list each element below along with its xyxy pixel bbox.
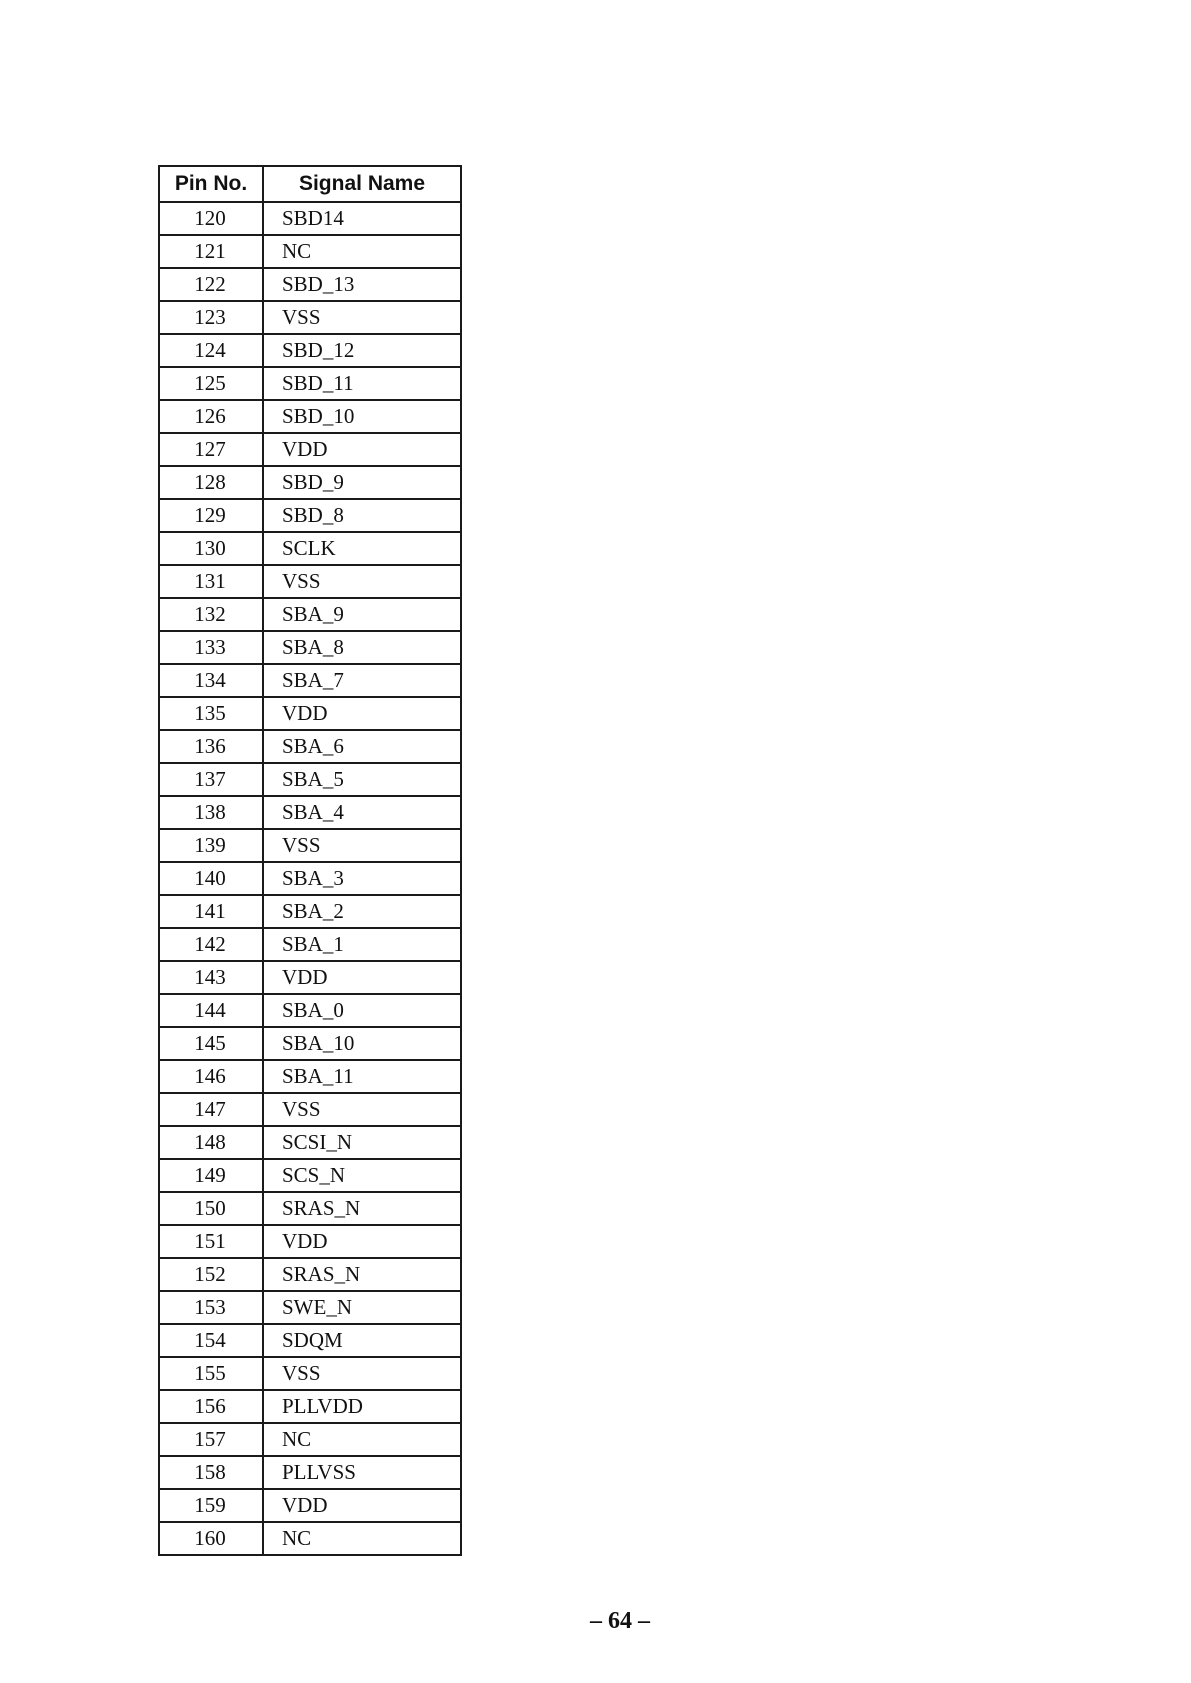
table-row bbox=[159, 1291, 461, 1324]
signal-name-cell: VDD bbox=[263, 1489, 461, 1522]
signal-name-cell: SBA_6 bbox=[263, 730, 461, 763]
signal-name-cell: SBA_3 bbox=[263, 862, 461, 895]
signal-name-cell: SBD_8 bbox=[263, 499, 461, 532]
table-row bbox=[159, 631, 461, 664]
pin-number-cell: 155 bbox=[159, 1357, 263, 1390]
pin-number-cell: 138 bbox=[159, 796, 263, 829]
signal-name-cell: VDD bbox=[263, 961, 461, 994]
table-row bbox=[159, 499, 461, 532]
signal-name-cell: SBA_0 bbox=[263, 994, 461, 1027]
signal-name-cell: SCLK bbox=[263, 532, 461, 565]
table-row bbox=[159, 1159, 461, 1192]
pin-number-cell: 160 bbox=[159, 1522, 263, 1555]
signal-name-cell: SDQM bbox=[263, 1324, 461, 1357]
pin-number-cell: 137 bbox=[159, 763, 263, 796]
table-row bbox=[159, 730, 461, 763]
pin-table bbox=[158, 165, 462, 1556]
signal-name-cell: SBD_9 bbox=[263, 466, 461, 499]
pin-number-cell: 131 bbox=[159, 565, 263, 598]
signal-name-cell: VSS bbox=[263, 1093, 461, 1126]
pin-number-cell: 145 bbox=[159, 1027, 263, 1060]
pin-number-cell: 130 bbox=[159, 532, 263, 565]
signal-name-cell: VDD bbox=[263, 1225, 461, 1258]
pin-number-cell: 135 bbox=[159, 697, 263, 730]
signal-name-cell: SBA_8 bbox=[263, 631, 461, 664]
signal-name-cell: SBA_5 bbox=[263, 763, 461, 796]
table-row bbox=[159, 928, 461, 961]
signal-name-cell: SRAS_N bbox=[263, 1192, 461, 1225]
signal-name-cell: SBD14 bbox=[263, 202, 461, 235]
pin-number-cell: 154 bbox=[159, 1324, 263, 1357]
signal-name-cell: SCSI_N bbox=[263, 1126, 461, 1159]
pin-number-cell: 123 bbox=[159, 301, 263, 334]
pin-number-cell: 121 bbox=[159, 235, 263, 268]
pin-number-cell: 143 bbox=[159, 961, 263, 994]
signal-name-cell: PLLVSS bbox=[263, 1456, 461, 1489]
table-row bbox=[159, 763, 461, 796]
signal-name-cell: SCS_N bbox=[263, 1159, 461, 1192]
signal-name-cell: SBA_4 bbox=[263, 796, 461, 829]
pin-number-cell: 152 bbox=[159, 1258, 263, 1291]
signal-name-cell: SWE_N bbox=[263, 1291, 461, 1324]
signal-name-cell: VSS bbox=[263, 565, 461, 598]
page-number: – 64 – bbox=[590, 1608, 650, 1634]
table-row bbox=[159, 664, 461, 697]
pin-number-cell: 129 bbox=[159, 499, 263, 532]
pin-number-cell: 141 bbox=[159, 895, 263, 928]
signal-name-cell: SBA_11 bbox=[263, 1060, 461, 1093]
pin-number-cell: 120 bbox=[159, 202, 263, 235]
table-body bbox=[159, 202, 461, 1555]
header-row bbox=[159, 166, 461, 202]
signal-name-cell: SBD_13 bbox=[263, 268, 461, 301]
table-row bbox=[159, 994, 461, 1027]
pin-number-cell: 133 bbox=[159, 631, 263, 664]
table-row bbox=[159, 895, 461, 928]
table-row bbox=[159, 400, 461, 433]
table-row bbox=[159, 697, 461, 730]
table-header bbox=[159, 166, 461, 202]
table-row bbox=[159, 565, 461, 598]
table-row bbox=[159, 961, 461, 994]
pin-number-cell: 153 bbox=[159, 1291, 263, 1324]
table-row bbox=[159, 1357, 461, 1390]
pin-number-cell: 156 bbox=[159, 1390, 263, 1423]
table-row bbox=[159, 334, 461, 367]
signal-name-cell: SBD_12 bbox=[263, 334, 461, 367]
signal-name-cell: NC bbox=[263, 1423, 461, 1456]
table-row bbox=[159, 1060, 461, 1093]
pin-number-cell: 158 bbox=[159, 1456, 263, 1489]
pin-number-cell: 146 bbox=[159, 1060, 263, 1093]
table-row bbox=[159, 1225, 461, 1258]
signal-name-cell: SRAS_N bbox=[263, 1258, 461, 1291]
pin-number-cell: 144 bbox=[159, 994, 263, 1027]
pin-number-cell: 124 bbox=[159, 334, 263, 367]
header-signal-name: Signal Name bbox=[263, 166, 461, 202]
table-row bbox=[159, 202, 461, 235]
signal-name-cell: SBD_11 bbox=[263, 367, 461, 400]
pin-number-cell: 127 bbox=[159, 433, 263, 466]
pin-number-cell: 125 bbox=[159, 367, 263, 400]
signal-name-cell: SBA_1 bbox=[263, 928, 461, 961]
table-row bbox=[159, 1456, 461, 1489]
header-pin-no: Pin No. bbox=[159, 166, 263, 202]
pin-number-cell: 126 bbox=[159, 400, 263, 433]
pin-number-cell: 142 bbox=[159, 928, 263, 961]
signal-name-cell: NC bbox=[263, 235, 461, 268]
table-row bbox=[159, 367, 461, 400]
pin-number-cell: 147 bbox=[159, 1093, 263, 1126]
pin-number-cell: 140 bbox=[159, 862, 263, 895]
pin-number-cell: 148 bbox=[159, 1126, 263, 1159]
table-row bbox=[159, 1324, 461, 1357]
table-row bbox=[159, 1390, 461, 1423]
table-row bbox=[159, 796, 461, 829]
pin-number-cell: 128 bbox=[159, 466, 263, 499]
signal-name-cell: VDD bbox=[263, 697, 461, 730]
pin-number-cell: 149 bbox=[159, 1159, 263, 1192]
pin-number-cell: 136 bbox=[159, 730, 263, 763]
table-row bbox=[159, 1423, 461, 1456]
pin-number-cell: 139 bbox=[159, 829, 263, 862]
signal-name-cell: PLLVDD bbox=[263, 1390, 461, 1423]
table-row bbox=[159, 1489, 461, 1522]
table-row bbox=[159, 862, 461, 895]
signal-name-cell: VSS bbox=[263, 1357, 461, 1390]
signal-name-cell: SBA_10 bbox=[263, 1027, 461, 1060]
signal-name-cell: SBA_7 bbox=[263, 664, 461, 697]
pin-number-cell: 159 bbox=[159, 1489, 263, 1522]
pin-number-cell: 157 bbox=[159, 1423, 263, 1456]
pin-number-cell: 151 bbox=[159, 1225, 263, 1258]
pin-number-cell: 150 bbox=[159, 1192, 263, 1225]
signal-name-cell: VSS bbox=[263, 301, 461, 334]
table-row bbox=[159, 1126, 461, 1159]
signal-name-cell: VSS bbox=[263, 829, 461, 862]
table-row bbox=[159, 1192, 461, 1225]
pin-number-cell: 122 bbox=[159, 268, 263, 301]
table-row bbox=[159, 1258, 461, 1291]
signal-name-cell: NC bbox=[263, 1522, 461, 1555]
signal-name-cell: SBA_9 bbox=[263, 598, 461, 631]
signal-name-cell: SBD_10 bbox=[263, 400, 461, 433]
table-row bbox=[159, 268, 461, 301]
table-row bbox=[159, 1522, 461, 1555]
table-row bbox=[159, 1093, 461, 1126]
signal-name-cell: VDD bbox=[263, 433, 461, 466]
table-row bbox=[159, 433, 461, 466]
table-row bbox=[159, 532, 461, 565]
table-row bbox=[159, 235, 461, 268]
table-row bbox=[159, 829, 461, 862]
table-row bbox=[159, 1027, 461, 1060]
signal-name-cell: SBA_2 bbox=[263, 895, 461, 928]
table-row bbox=[159, 598, 461, 631]
table-row bbox=[159, 301, 461, 334]
table-row bbox=[159, 466, 461, 499]
pin-number-cell: 132 bbox=[159, 598, 263, 631]
pin-number-cell: 134 bbox=[159, 664, 263, 697]
